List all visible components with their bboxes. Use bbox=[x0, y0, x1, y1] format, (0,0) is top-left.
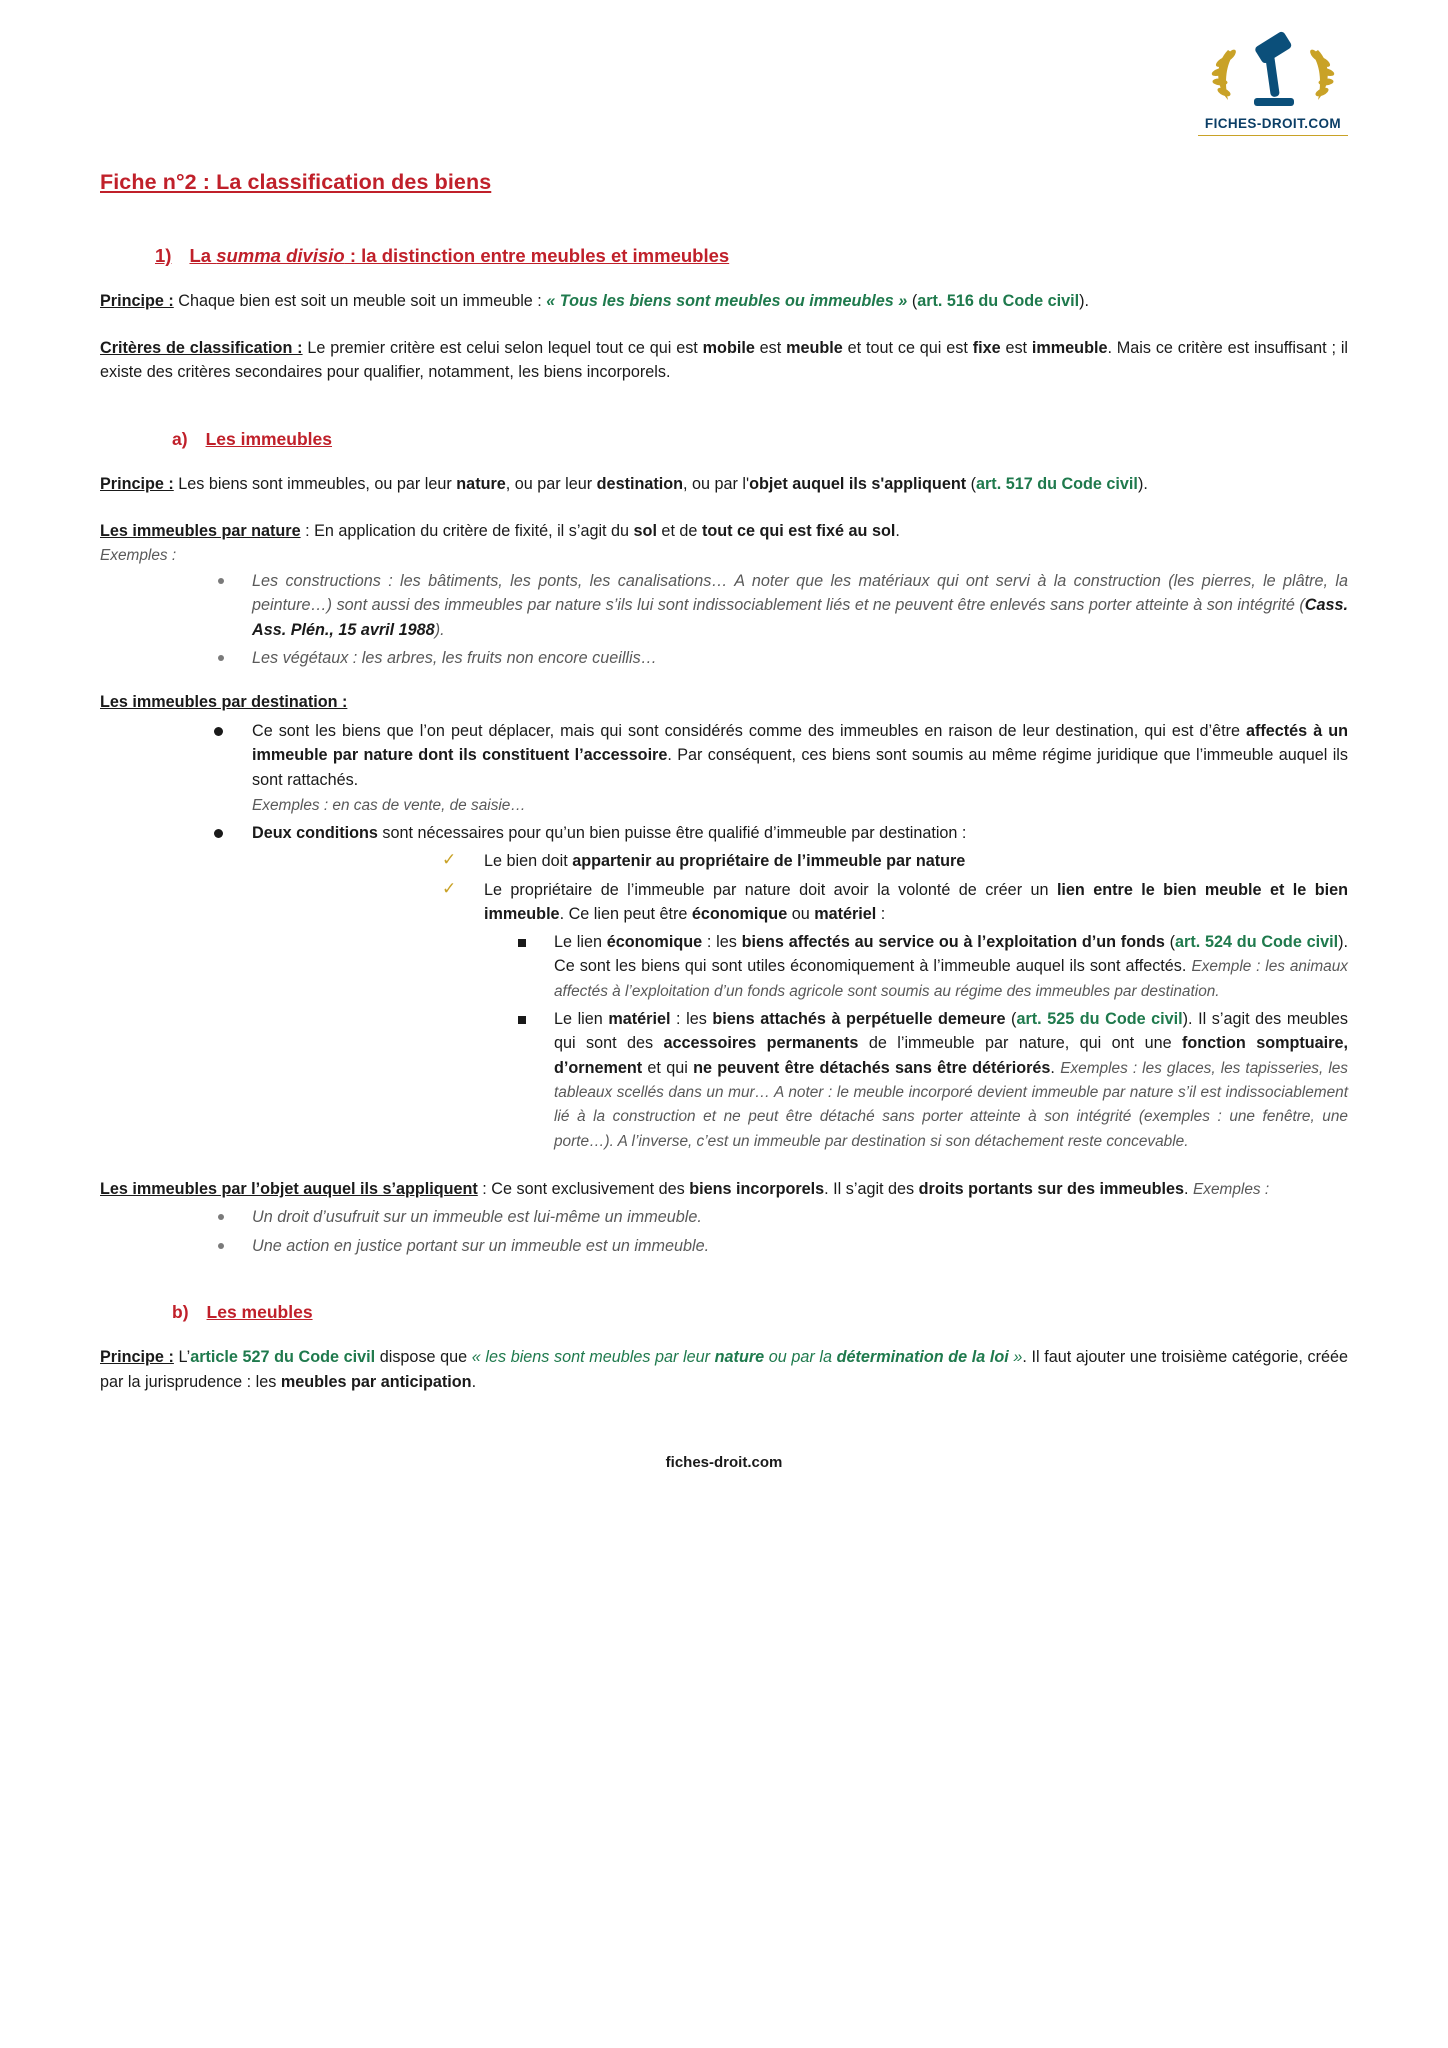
page-footer: fiches-droit.com bbox=[665, 1454, 783, 1472]
gavel-laurel-icon bbox=[1193, 22, 1353, 114]
heading-section-1 bbox=[155, 245, 1348, 267]
paragraph-principe-3: Principe : L’article 527 du Code civil dispose que « les biens sont meubles par leur nature ou par la détermination de la loi ». Il faut ajouter une troisième catégorie, créée par la jurisprudence : les meubles par anticipation. bbox=[100, 1348, 1349, 1391]
check-icon: ✓ bbox=[442, 850, 457, 870]
list-item: Le lien matériel : les biens attachés à perpétuelle demeure (art. 525 du Code civil). Il s’agit des meubles qui sont des accessoires permanents de l’immeuble par nature, qui ont une fonction somptuaire, d’ornement et qui ne peuvent être détachés sans être détériorés. Exemples : les glaces, les tapisseries, les tableaux scellés dans un mur… A noter : le meuble incorporé devient immeuble par nature s’il est indissociablement lié à la construction et ne peut être détaché sans porter atteinte à son intégrité (exemples : une fenêtre, une porte…). A l’inverse, c’est un immeuble par destination si son détachement reste concevable. bbox=[512, 1007, 1348, 1153]
principe-3-lead: Principe : bbox=[100, 1348, 174, 1367]
par-nature-example-list bbox=[100, 569, 1348, 670]
site-logo bbox=[1193, 22, 1353, 136]
list-item: Le lien économique : les biens affectés au service ou à l’exploitation d’un fonds (art. 524 du Code civil). Ce sont les biens qui sont utiles économiquement à l’immeuble auquel ils sont affectés. Exemple : les animaux affectés à l’exploitation d’un fonds agricole sont soumis au régime des immeubles par destination. bbox=[512, 930, 1348, 1003]
list-item: Ce sont les biens que l’on peut déplacer, mais qui sont considérés comme des immeubles en raison de leur destination, qui est d’être affectés à un immeuble par nature dont ils constituent l’accessoire. Par conséquent, ces biens sont soumis au même régime juridique que l’immeuble auquel ils sont rattachés. Exemples : en cas de vente, de saisie… bbox=[200, 719, 1348, 817]
paragraph-criteres: Critères de classification : Le premier critère est celui selon lequel tout ce qui est mobile est meuble et tout ce qui est fixe est immeuble. Mais ce critère est insuffisant ; il existe des critères secondaires pour qualifier, notamment, les biens incorporels. bbox=[100, 338, 1349, 382]
section-b-label: Les meubles bbox=[206, 1302, 313, 1323]
code-reference: art. 524 du Code civil bbox=[1175, 933, 1339, 952]
section-a-number: a) bbox=[172, 428, 188, 449]
par-objet-example-list bbox=[100, 1205, 1348, 1258]
list-item: ✓ Le propriétaire de l’immeuble par nature doit avoir la volonté de créer un lien entre le bien meuble et le bien immeuble. Ce lien peut être économique ou matériel : bbox=[442, 878, 1348, 927]
par-nature-examples-label: Exemples : bbox=[100, 547, 177, 565]
section-b-number: b) bbox=[172, 1302, 189, 1323]
code-reference: art. 525 du Code civil bbox=[1016, 1010, 1183, 1029]
inline-example: Exemples : les glaces, les tapisseries, les tableaux scellés dans un mur… A noter : le meuble incorporé devient immeuble par nature s’il est indissociablement lié à la construction et ne peut être détaché sans porter atteinte à son intégrité (exemples : une fenêtre, une porte…). A l’inverse, c’est un immeuble par destination si son détachement reste concevable. bbox=[554, 1059, 1348, 1150]
principe-2-reference: art. 517 du Code civil bbox=[976, 474, 1138, 493]
paragraph-par-objet: Les immeubles par l’objet auquel ils s’appliquent : Ce sont exclusivement des biens incorporels. Il s’agit des droits portants sur des immeubles. Exemples : bbox=[100, 1179, 1270, 1198]
page-title: Fiche n°2 : La classification des biens bbox=[100, 170, 492, 194]
list-item: Les végétaux : les arbres, les fruits non encore cueillis… bbox=[210, 646, 1348, 670]
paragraph-immeubles-par-nature: Les immeubles par nature : En application du critère de fixité, il s’agit du sol et de tout ce qui est fixé au sol. bbox=[100, 521, 900, 540]
par-destination-lead: Les immeubles par destination : bbox=[100, 693, 348, 712]
paragraph-principe-2: Principe : Les biens sont immeubles, ou par leur nature, ou par leur destination, ou par l'objet auquel ils s'appliquent (art. 517 du Code civil). bbox=[100, 474, 1148, 493]
paragraph-principe-1: Principe : Chaque bien est soit un meuble soit un immeuble : « Tous les biens sont meubles ou immeubles » (art. 516 du Code civil). bbox=[100, 292, 1090, 310]
inline-example: Exemple : les animaux affectés à l’exploitation d’un fonds agricole sont soumis au régime des immeubles par destination. bbox=[554, 958, 1348, 1000]
section-1-label: La summa divisio : la distinction entre meubles et immeubles bbox=[189, 245, 730, 266]
check-icon: ✓ bbox=[442, 878, 457, 898]
list-item: Une action en justice portant sur un immeuble est un immeuble. bbox=[210, 1234, 1348, 1258]
section-1-number: 1) bbox=[155, 245, 172, 266]
deux-conditions-list bbox=[252, 849, 1348, 926]
list-item: Deux conditions sont nécessaires pour qu’un bien puisse être qualifié d’immeuble par destination : ✓ Le bien doit appartenir au propriétaire de l’immeuble par nature ✓ Le propriétaire de l’immeuble par nature doit avoir la volonté de créer un lien entre le bien meuble et le bien immeuble. Ce lien peut être économique ou matériel : Le lien économique : les biens affectés au service ou à l’exploitation d’un fonds (art. 524 du Code civil). Ce sont les biens qui sont utiles économiquement à l’immeuble auquel ils sont affectés. Exemple : les animaux affectés à l’exploitation d’un fonds agricole sont soumis au régime des immeubles par destination. Le lien matériel : les biens attachés à perpétuelle demeure (art. 525 du Code civil). Il s’agit des meubles qui sont des accessoires permanents de l’immeuble par nature, qui ont une fonction somptuaire, d’ornement et qui ne peuvent être détachés sans être détériorés. Exemples : les glaces, les tapisseries, les tableaux scellés dans un mur… A noter : le meuble incorporé devient immeuble par nature s’il est indissociablement lié à la construction et ne peut être détaché sans porter atteinte à son intégrité (exemples : une fenêtre, une porte…). A l’inverse, c’est un immeuble par destination si son détachement reste concevable. bbox=[200, 821, 1348, 1153]
principe-2-lead: Principe : bbox=[100, 474, 174, 493]
paragraph-immeubles-par-destination bbox=[100, 690, 1348, 715]
principe-1-reference: art. 516 du Code civil bbox=[917, 292, 1080, 310]
principe-1-quote: « Tous les biens sont meubles ou immeubles » bbox=[546, 292, 908, 310]
inline-example: Exemples : en cas de vente, de saisie… bbox=[252, 796, 526, 814]
section-a-label: Les immeubles bbox=[205, 428, 333, 449]
heading-section-a bbox=[172, 429, 1348, 450]
list-item: Un droit d’usufruit sur un immeuble est lui-même un immeuble. bbox=[210, 1205, 1348, 1229]
case-reference: Cass. Ass. Plén., 15 avril 1988 bbox=[252, 596, 1348, 639]
logo-text: FICHES-DROIT.COM bbox=[1204, 116, 1342, 131]
logo-divider bbox=[1198, 135, 1348, 136]
par-objet-lead: Les immeubles par l’objet auquel ils s’appliquent bbox=[100, 1179, 478, 1198]
criteres-lead: Critères de classification : bbox=[100, 338, 303, 357]
list-item: ✓ Le bien doit appartenir au propriétaire de l’immeuble par nature bbox=[442, 849, 1348, 873]
code-reference: article 527 du Code civil bbox=[190, 1348, 376, 1367]
par-objet-examples-label: Exemples : bbox=[1193, 1180, 1270, 1198]
heading-section-b bbox=[172, 1302, 1348, 1323]
lien-list bbox=[252, 930, 1348, 1153]
par-destination-list bbox=[100, 719, 1348, 1153]
principe-1-lead: Principe : bbox=[100, 292, 174, 310]
list-item: Les constructions : les bâtiments, les ponts, les canalisations… A noter que les matériaux qui ont servi à la construction (les pierres, le plâtre, la peinture…) sont aussi des immeubles par nature s’ils lui sont indissociablement liés et ne peuvent être enlevés sans porter atteinte à son intégrité (Cass. Ass. Plén., 15 avril 1988). bbox=[210, 569, 1348, 642]
par-nature-lead: Les immeubles par nature bbox=[100, 521, 301, 540]
